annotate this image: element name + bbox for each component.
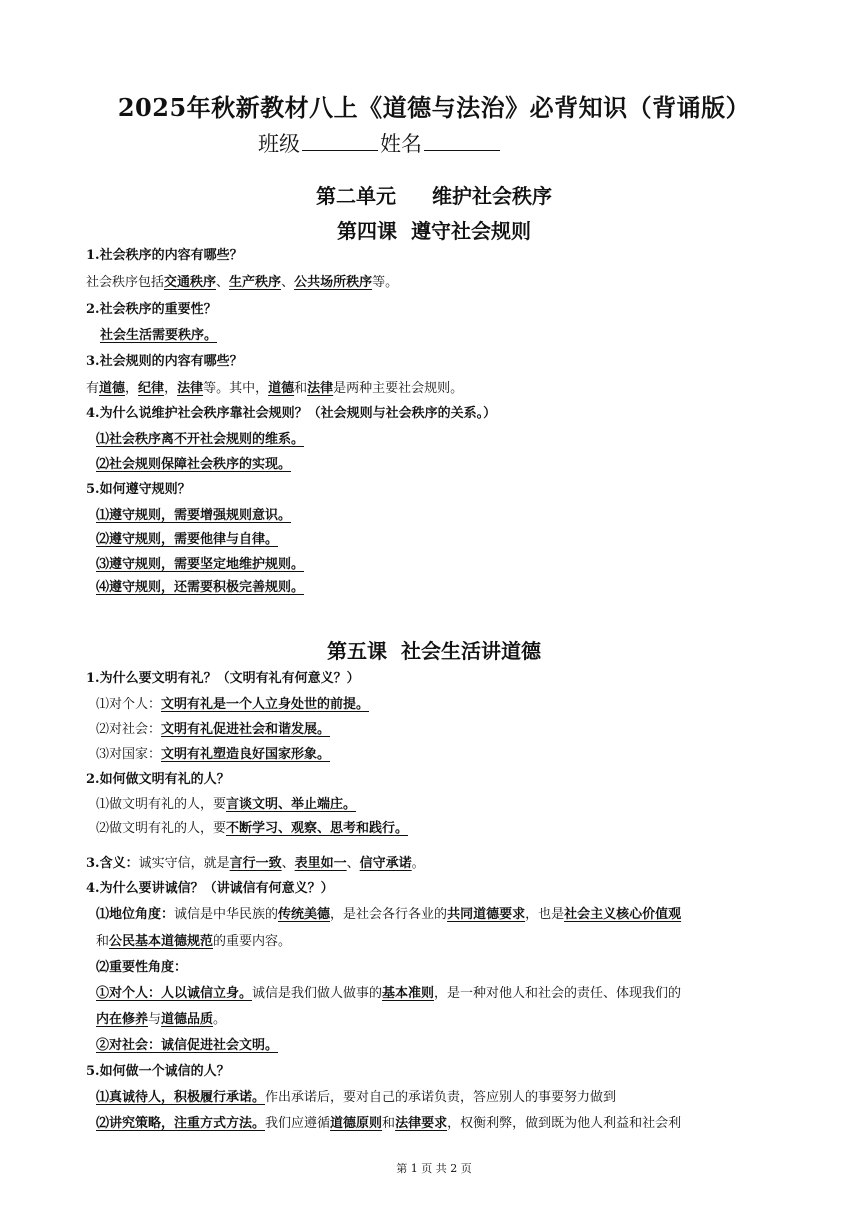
- l4-answer-4-2: ⑵社会规则保障社会秩序的实现。: [96, 457, 292, 472]
- key-term: ⑴真诚待人，积极履行承诺。: [96, 1090, 266, 1105]
- text: 我们应遵循: [265, 1116, 331, 1131]
- l4-answer-1: [86, 274, 398, 292]
- text: 、: [216, 275, 230, 290]
- unit-number: 第二单元: [316, 184, 396, 208]
- l4-answer-5-4: ⑷遵守规则，还需要积极完善规则。: [96, 580, 305, 595]
- key-term: 传统美德: [278, 907, 331, 922]
- l5-question-4: 4.为什么要讲诚信？（讲诚信有何意义？）: [86, 881, 334, 896]
- l5-answer-4-3b: [96, 1011, 226, 1029]
- key-term: 公共场所秩序: [294, 275, 373, 290]
- text: ，权衡利弊，做到既为他人利益和社会利: [447, 1116, 682, 1131]
- text: 社会秩序包括: [86, 275, 165, 290]
- key-term: 道德: [99, 381, 126, 396]
- key-term: 道德品质: [161, 1012, 214, 1027]
- text: ⑴地位角度：: [96, 907, 175, 922]
- text: 的重要内容。: [213, 934, 292, 949]
- lesson-5-heading: [0, 635, 868, 664]
- text: ，是一种对他人和社会的责任、体现我们的: [434, 986, 682, 1001]
- key-term: 言谈文明、举止端庄。: [226, 797, 357, 812]
- text: 3.含义：: [86, 856, 139, 871]
- l4-answer-5-1: ⑴遵守规则，需要增强规则意识。: [96, 508, 292, 523]
- text: ，: [164, 381, 178, 396]
- key-term: 法律要求: [395, 1116, 448, 1131]
- name-blank: [424, 132, 500, 151]
- key-term: 信守承诺: [359, 856, 412, 871]
- text: 和: [96, 934, 110, 949]
- key-term: 言行一致: [229, 856, 282, 871]
- l4-answer-3: [86, 380, 463, 398]
- lesson-4-heading: [0, 215, 868, 244]
- text: ⑶对国家：: [96, 747, 162, 762]
- text: 。: [213, 1012, 227, 1027]
- l5-answer-5-2: [96, 1115, 681, 1133]
- key-term: 公民基本道德规范: [109, 934, 214, 949]
- l4-question-5: 5.如何遵守规则？: [86, 482, 191, 497]
- l5-answer-1-3: [96, 746, 330, 764]
- key-term: 表里如一: [294, 856, 347, 871]
- lesson-4-number: 第四课: [337, 219, 397, 243]
- page-footer: 第 1 页 共 2 页: [396, 1162, 472, 1175]
- l5-answer-2-2: [96, 820, 408, 838]
- l5-answer-4-3: [96, 985, 681, 1003]
- text: 、: [346, 856, 360, 871]
- key-term: 社会主义核心价值观: [564, 907, 682, 922]
- text: ，: [125, 381, 139, 396]
- l5-answer-1-1: [96, 696, 369, 714]
- page-title: 2025年秋新教材八上《道德与法治》必背知识（背诵版）: [117, 93, 751, 122]
- class-label: 班级: [258, 132, 300, 156]
- l5-answer-1-2: [96, 721, 330, 739]
- key-term: 生产秩序: [229, 275, 282, 290]
- text: ⑴对个人：: [96, 697, 162, 712]
- text: 诚信是我们做人做事的: [252, 986, 383, 1001]
- key-term: 文明有礼促进社会和谐发展。: [161, 722, 331, 737]
- key-term: 法律: [177, 381, 204, 396]
- text: ⑴做文明有礼的人，要: [96, 797, 227, 812]
- text: ，是社会各行各业的: [330, 907, 448, 922]
- l5-answer-4-1: [96, 906, 681, 924]
- l5-answer-2-1: [96, 796, 356, 814]
- text: ⑵对社会：: [96, 722, 162, 737]
- key-term: 共同道德要求: [447, 907, 526, 922]
- text: 诚实守信，就是: [138, 856, 230, 871]
- key-term: 基本准则: [382, 986, 435, 1001]
- lesson-5-name: 社会生活讲道德: [401, 639, 541, 663]
- l5-answer-3: [86, 855, 425, 873]
- l5-answer-5-1: [96, 1089, 616, 1107]
- l5-answer-4-1b: [96, 933, 291, 951]
- l4-answer-4-1: ⑴社会秩序离不开社会规则的维系。: [96, 432, 305, 447]
- l4-answer-5-3: ⑶遵守规则，需要坚定地维护规则。: [96, 557, 305, 572]
- l5-answer-4-2: ⑵重要性角度：: [96, 960, 188, 975]
- key-term: 道德: [268, 381, 295, 396]
- name-label: 姓名: [380, 132, 422, 156]
- key-term: ⑵讲究策略，注重方式方法。: [96, 1116, 266, 1131]
- l4-question-3: 3.社会规则的内容有哪些？: [86, 354, 243, 369]
- l4-question-2: 2.社会秩序的重要性？: [86, 302, 217, 317]
- key-term: 纪律: [138, 381, 165, 396]
- l5-question-2: 2.如何做文明有礼的人？: [86, 772, 230, 787]
- text: 和: [294, 381, 308, 396]
- text: 诚信是中华民族的: [174, 907, 279, 922]
- key-term: 不断学习、观察、思考和践行。: [226, 821, 409, 836]
- key-term: 内在修养: [96, 1012, 149, 1027]
- key-term: 法律: [307, 381, 334, 396]
- text: 是两种主要社会规则。: [333, 381, 464, 396]
- class-name-line: [258, 128, 502, 158]
- lesson-5-number: 第五课: [327, 639, 387, 663]
- text: 。: [411, 856, 425, 871]
- text: 、: [281, 856, 295, 871]
- text: 有: [86, 381, 100, 396]
- unit-heading: [0, 180, 868, 209]
- text: ⑵做文明有礼的人，要: [96, 821, 227, 836]
- text: 与: [148, 1012, 162, 1027]
- l5-question-1: 1.为什么要文明有礼？（文明有礼有何意义？）: [86, 671, 360, 686]
- text: 等。: [372, 275, 399, 290]
- l4-answer-2: 社会生活需要秩序。: [100, 328, 218, 343]
- l4-question-4: 4.为什么说维护社会秩序靠社会规则？（社会规则与社会秩序的关系。）: [86, 406, 497, 421]
- key-term: ①对个人：人以诚信立身。: [96, 986, 253, 1001]
- l5-answer-4-4: ②对社会：诚信促进社会文明。: [96, 1038, 279, 1053]
- key-term: 交通秩序: [164, 275, 217, 290]
- l4-question-1: 1.社会秩序的内容有哪些？: [86, 248, 243, 263]
- key-term: 道德原则: [330, 1116, 383, 1131]
- lesson-4-name: 遵守社会规则: [411, 219, 531, 243]
- class-blank: [302, 132, 378, 151]
- l5-question-5: 5.如何做一个诚信的人？: [86, 1064, 230, 1079]
- text: ，也是: [525, 907, 565, 922]
- text: 和: [382, 1116, 396, 1131]
- l4-answer-5-2: ⑵遵守规则，需要他律与自律。: [96, 532, 279, 547]
- text: 、: [281, 275, 295, 290]
- unit-name: 维护社会秩序: [432, 184, 552, 208]
- text: 作出承诺后，要对自己的承诺负责，答应别人的事要努力做到: [265, 1090, 617, 1105]
- key-term: 文明有礼塑造良好国家形象。: [161, 747, 331, 762]
- text: 等。其中，: [203, 381, 269, 396]
- key-term: 文明有礼是一个人立身处世的前提。: [161, 697, 370, 712]
